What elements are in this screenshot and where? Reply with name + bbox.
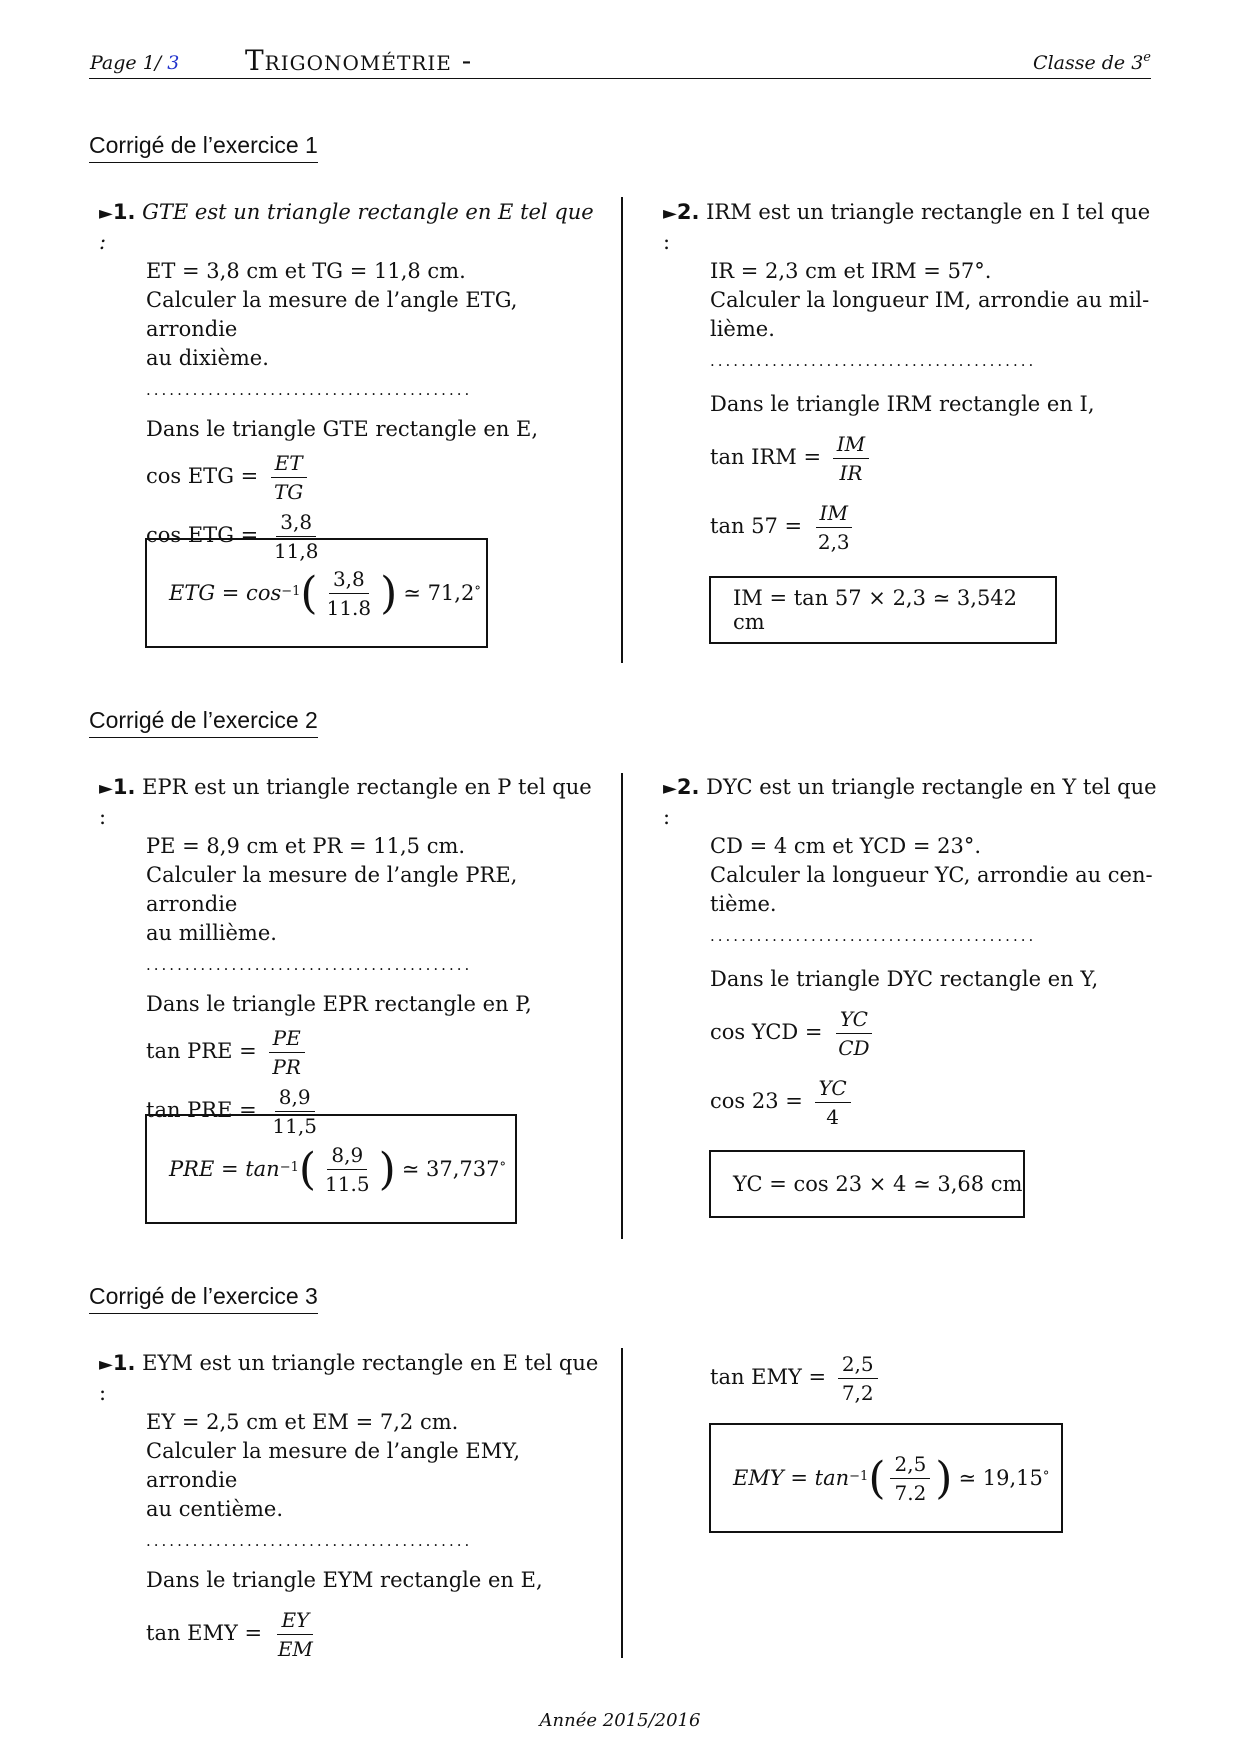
statement-line: EY = 2,5 cm et EM = 7,2 cm. bbox=[146, 1410, 459, 1434]
answer-value: ≃ 37,737 bbox=[401, 1157, 500, 1181]
answer-box bbox=[145, 538, 488, 648]
document-title: Trigonométrie - bbox=[245, 44, 473, 77]
statement-line: Calculer la longueur IM, arrondie au mil- bbox=[710, 288, 1150, 312]
fraction bbox=[834, 1005, 873, 1062]
statement-line: au dixième. bbox=[146, 346, 269, 370]
exercise-2-question-1 bbox=[99, 773, 599, 1140]
equation-2 bbox=[663, 499, 1163, 556]
statement-line: PE = 8,9 cm et PR = 11,5 cm. bbox=[146, 834, 466, 858]
eq-lhs: tan EMY = bbox=[146, 1621, 263, 1645]
question-statement bbox=[99, 1349, 599, 1524]
statement-line: Calculer la mesure de l’angle EMY, arrondie bbox=[146, 1439, 521, 1492]
numerator: PE bbox=[269, 1024, 305, 1053]
page-prefix: Page 1/ bbox=[90, 52, 162, 74]
fraction bbox=[323, 565, 376, 622]
answer-lhs: PRE = tan bbox=[169, 1157, 280, 1181]
denominator: 7.2 bbox=[894, 1480, 927, 1505]
equation-1 bbox=[99, 1606, 599, 1663]
denominator: IR bbox=[839, 461, 863, 485]
question-number: 2. bbox=[676, 775, 700, 799]
equation-1 bbox=[663, 430, 1163, 487]
eq-lhs: tan PRE = bbox=[146, 1039, 257, 1063]
statement-line: au millième. bbox=[146, 921, 277, 945]
left-paren: ( bbox=[868, 1452, 886, 1504]
dotted-separator: .......................................... bbox=[710, 927, 1037, 945]
eq-lhs: tan IRM = bbox=[710, 445, 822, 469]
numerator: 8,9 bbox=[275, 1083, 315, 1112]
statement-line: CD = 4 cm et YCD = 23°. bbox=[710, 834, 982, 858]
dotted-separator: .......................................... bbox=[710, 352, 1037, 370]
exercise-3-question-1 bbox=[99, 1349, 599, 1663]
fraction bbox=[274, 1606, 317, 1663]
statement-line: GTE est un triangle rectangle en E tel que : bbox=[99, 200, 594, 254]
solution-intro: Dans le triangle EPR rectangle en P, bbox=[146, 992, 532, 1016]
fraction bbox=[321, 1141, 374, 1198]
answer-value: ≃ 71,2 bbox=[403, 581, 475, 605]
statement-line: IRM est un triangle rectangle en I tel que : bbox=[663, 200, 1151, 254]
solution-intro: Dans le triangle DYC rectangle en Y, bbox=[710, 967, 1099, 991]
numerator: EY bbox=[277, 1606, 313, 1635]
dotted-separator: .......................................... bbox=[146, 956, 473, 974]
statement-line: au centième. bbox=[146, 1497, 284, 1521]
question-number: 1. bbox=[112, 775, 136, 799]
degree-sign: ° bbox=[499, 1159, 507, 1175]
eq-lhs: cos ETG = bbox=[146, 523, 259, 547]
numerator: IM bbox=[816, 499, 852, 528]
section-title-2: Corrigé de l’exercice 2 bbox=[89, 707, 318, 738]
page-total-link[interactable]: 3 bbox=[167, 52, 180, 74]
statement-line: EPR est un triangle rectangle en P tel que : bbox=[99, 775, 592, 829]
numerator: 3,8 bbox=[276, 508, 316, 537]
statement-line: ET = 3,8 cm et TG = 11,8 cm. bbox=[146, 259, 466, 283]
answer-text: IM = tan 57 × 2,3 ≃ 3,542 cm bbox=[733, 586, 1018, 634]
section-title-1: Corrigé de l’exercice 1 bbox=[89, 132, 318, 163]
statement-line: Calculer la mesure de l’angle ETG, arrondie bbox=[146, 288, 518, 341]
degree-sign: ° bbox=[1042, 1468, 1050, 1484]
eq-lhs: cos 23 = bbox=[710, 1089, 803, 1113]
denominator: PR bbox=[272, 1055, 301, 1079]
numerator: 3,8 bbox=[329, 565, 369, 594]
fraction bbox=[890, 1450, 930, 1507]
bullet-icon: ► bbox=[99, 203, 113, 224]
dotted-separator: .......................................... bbox=[146, 381, 473, 399]
denominator: 7,2 bbox=[841, 1381, 874, 1405]
answer-box bbox=[709, 1150, 1025, 1218]
question-number: 2. bbox=[676, 200, 700, 224]
question-number: 1. bbox=[112, 200, 136, 224]
eq-lhs: tan PRE = bbox=[146, 1098, 257, 1122]
bullet-icon: ► bbox=[99, 778, 113, 799]
answer-text: YC = cos 23 × 4 ≃ 3,68 cm bbox=[733, 1172, 1023, 1196]
column-divider bbox=[621, 773, 623, 1239]
question-number: 1. bbox=[112, 1351, 136, 1375]
exponent: −1 bbox=[279, 1159, 299, 1175]
question-statement bbox=[99, 773, 599, 948]
footer-year: Année 2015/2016 bbox=[539, 1710, 701, 1731]
exponent: −1 bbox=[849, 1468, 869, 1484]
numerator: IM bbox=[833, 430, 869, 459]
fraction bbox=[833, 430, 869, 487]
answer-lhs: EMY = tan bbox=[733, 1466, 850, 1490]
right-paren: ) bbox=[378, 1143, 396, 1195]
answer-lhs: ETG = cos bbox=[169, 581, 282, 605]
solution-intro: Dans le triangle EYM rectangle en E, bbox=[146, 1568, 543, 1592]
statement-line: Calculer la longueur YC, arrondie au cen- bbox=[710, 863, 1153, 887]
fraction bbox=[270, 449, 307, 506]
eq-lhs: cos ETG = bbox=[146, 464, 259, 488]
numerator: YC bbox=[836, 1005, 872, 1034]
answer-value: ≃ 19,15 bbox=[958, 1466, 1043, 1490]
numerator: 2,5 bbox=[838, 1350, 878, 1379]
denominator: 11,5 bbox=[272, 1114, 317, 1138]
question-statement bbox=[663, 773, 1163, 919]
solution-intro: Dans le triangle GTE rectangle en E, bbox=[146, 417, 539, 441]
section-title-3: Corrigé de l’exercice 3 bbox=[89, 1283, 318, 1314]
statement-line: Calculer la mesure de l’angle PRE, arrondie bbox=[146, 863, 518, 916]
denominator: EM bbox=[277, 1637, 313, 1661]
degree-sign: ° bbox=[474, 583, 481, 599]
equation-2 bbox=[663, 1350, 1163, 1407]
answer-box bbox=[709, 1423, 1063, 1533]
exercise-1-question-2 bbox=[663, 198, 1163, 556]
numerator: YC bbox=[815, 1074, 851, 1103]
statement-line: EYM est un triangle rectangle en E tel que : bbox=[99, 1351, 599, 1405]
statement-line: IR = 2,3 cm et IRM = 57°. bbox=[710, 259, 992, 283]
equation-1 bbox=[663, 1005, 1163, 1062]
statement-line: DYC est un triangle rectangle en Y tel que : bbox=[663, 775, 1157, 829]
column-divider bbox=[621, 1348, 623, 1658]
left-paren: ( bbox=[300, 567, 318, 619]
statement-line: lième. bbox=[710, 317, 775, 341]
denominator: 11,8 bbox=[273, 539, 319, 563]
bullet-icon: ► bbox=[663, 778, 677, 799]
equation-2 bbox=[663, 1074, 1163, 1131]
dotted-separator: .......................................... bbox=[146, 1532, 473, 1550]
class-text: Classe de 3 bbox=[1033, 52, 1144, 74]
solution-intro: Dans le triangle IRM rectangle en I, bbox=[710, 392, 1095, 416]
denominator: CD bbox=[838, 1036, 870, 1060]
right-paren: ) bbox=[935, 1452, 953, 1504]
eq-lhs: tan 57 = bbox=[710, 514, 803, 538]
numerator: ET bbox=[271, 449, 307, 478]
page-number bbox=[90, 52, 179, 74]
bullet-icon: ► bbox=[99, 1354, 113, 1375]
exercise-3-continuation bbox=[663, 1350, 1163, 1407]
fraction bbox=[815, 1074, 851, 1131]
exponent: −1 bbox=[281, 583, 301, 599]
column-divider bbox=[621, 197, 623, 663]
exercise-2-question-2 bbox=[663, 773, 1163, 1131]
left-paren: ( bbox=[298, 1143, 317, 1195]
denominator: TG bbox=[273, 480, 304, 504]
numerator: 2,5 bbox=[890, 1450, 930, 1479]
denominator: 4 bbox=[826, 1105, 839, 1129]
right-paren: ) bbox=[380, 567, 398, 619]
statement-line: tième. bbox=[710, 892, 777, 916]
answer-box bbox=[145, 1114, 517, 1224]
equation-1 bbox=[99, 1024, 599, 1081]
class-label bbox=[1033, 52, 1151, 74]
class-sup: e bbox=[1143, 50, 1151, 65]
fraction bbox=[814, 499, 854, 556]
eq-lhs: tan EMY = bbox=[710, 1365, 827, 1389]
question-statement bbox=[99, 198, 599, 373]
exercise-1-question-1 bbox=[99, 198, 599, 565]
numerator: 8,9 bbox=[327, 1141, 367, 1170]
fraction bbox=[268, 1024, 305, 1081]
denominator: 11.5 bbox=[325, 1171, 370, 1196]
denominator: 11.8 bbox=[326, 595, 372, 620]
answer-box bbox=[709, 576, 1057, 644]
eq-lhs: cos YCD = bbox=[710, 1020, 823, 1044]
header-rule bbox=[89, 78, 1151, 79]
denominator: 2,3 bbox=[817, 530, 850, 554]
bullet-icon: ► bbox=[663, 203, 677, 224]
fraction bbox=[838, 1350, 878, 1407]
question-statement bbox=[663, 198, 1163, 344]
equation-1 bbox=[99, 449, 599, 506]
